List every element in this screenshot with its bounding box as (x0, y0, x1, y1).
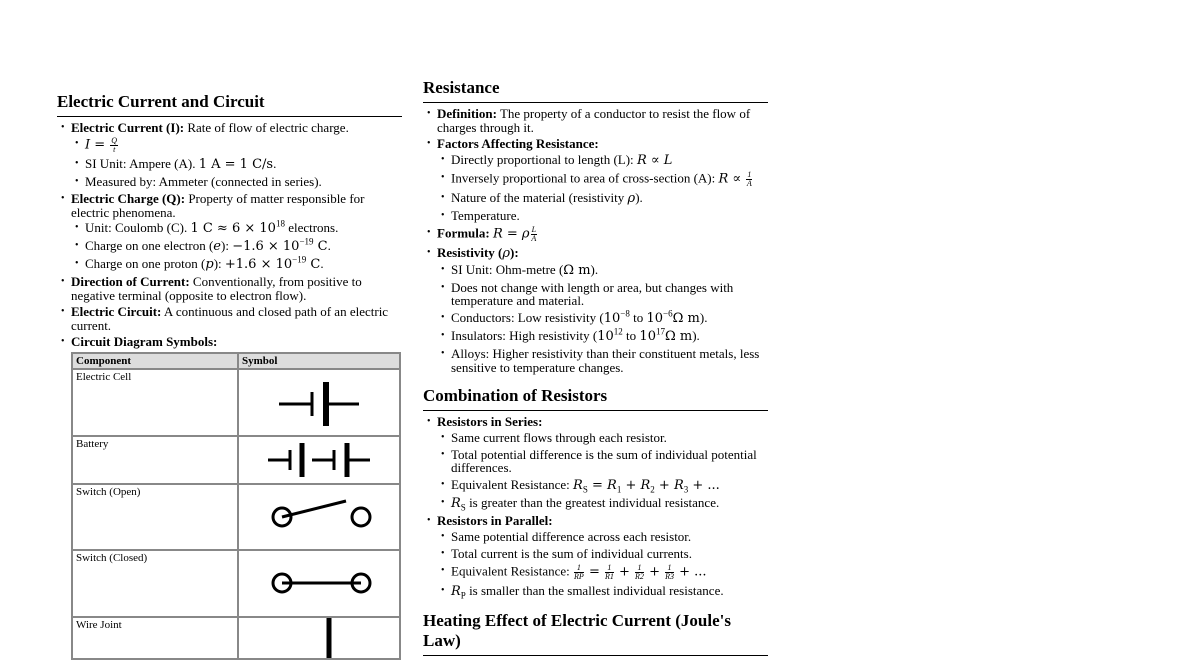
term-label: Resistors in Parallel: (437, 513, 553, 528)
math-text: 17 (655, 326, 665, 337)
fraction (635, 564, 644, 581)
numerator: 1 (635, 564, 644, 573)
sub-list (71, 218, 402, 272)
text: Directly proportional to length (L): (451, 151, 637, 167)
math-text: C (306, 257, 321, 272)
math-text: + (621, 478, 641, 493)
sub-list-item (437, 448, 768, 475)
term-label: ): (510, 245, 519, 260)
math-text: S (582, 484, 588, 495)
math-text: 3 (683, 484, 689, 495)
term-label: Electric Charge (Q): (71, 191, 186, 206)
sub-list-item (437, 326, 768, 344)
battery-symbol-icon (264, 437, 374, 483)
math-text: ρ (502, 246, 511, 261)
table-row (72, 369, 400, 436)
text: Equivalent Resistance: (451, 562, 574, 578)
math-text: 10 (646, 311, 664, 326)
denominator: R3 (665, 571, 674, 581)
math-text: 10 (603, 311, 621, 326)
sub-list-item (71, 157, 402, 172)
text: Rate of flow of electric charge. (184, 120, 349, 135)
text: Insulators: High resistivity ( (451, 328, 598, 343)
text: Same current flows through each resistor. (451, 429, 667, 445)
list-item (57, 275, 402, 302)
text: Same potential difference across each resistor. (451, 528, 692, 544)
math-text: −8 (620, 308, 630, 319)
sub-list-item (71, 175, 402, 189)
sub-list-item (437, 209, 768, 223)
term-label: Circuit Diagram Symbols: (71, 334, 218, 349)
switch-closed-symbol-icon (264, 551, 374, 613)
math-text: R ∝ L (636, 152, 673, 168)
text: is smaller than the smallest individual resistance. (465, 583, 724, 598)
text: . (320, 256, 324, 271)
term-label: Factors Affecting Resistance: (437, 136, 599, 151)
text: to (622, 328, 640, 343)
list-item (57, 335, 402, 349)
text: Property of matter responsible for electric phenomena. (71, 191, 365, 220)
fraction (110, 137, 118, 154)
term-label: Resistivity ( (437, 245, 503, 260)
math-text: −1.6 × 10 (232, 239, 300, 254)
math-text: ρ (627, 191, 636, 206)
table-row (72, 436, 400, 484)
text: . (327, 238, 331, 253)
section-title: Heating Effect of Electric Current (Joule's Law) (423, 611, 768, 656)
text: ): (213, 256, 225, 271)
component-cell: Battery (72, 436, 238, 484)
text: A continuous and closed path of an electric current. (71, 304, 389, 333)
sub-list-item (437, 431, 768, 445)
math-text: = (587, 478, 608, 493)
list-item (423, 246, 768, 374)
math-text: −19 (299, 236, 314, 247)
numerator: 1 (747, 169, 752, 179)
numerator: L (531, 225, 537, 234)
sub-list-item (71, 218, 402, 236)
list-item (423, 514, 768, 599)
sub-list-item (437, 347, 768, 374)
fraction (574, 564, 584, 581)
section (423, 611, 768, 656)
sub-list-item (437, 263, 768, 278)
list-item (57, 121, 402, 189)
text: is greater than the greatest individual resistance. (465, 495, 720, 510)
section-title: Combination of Resistors (423, 386, 768, 411)
math-text: 12 (613, 326, 623, 337)
sub-list-item (437, 191, 768, 206)
math-text: 18 (275, 218, 285, 229)
text: . (273, 156, 277, 171)
text: Equivalent Resistance: (451, 477, 574, 492)
right-column (423, 78, 768, 660)
text: SI Unit: Ohm-metre ( (451, 261, 564, 277)
list-item (57, 305, 402, 332)
math-text: p (205, 257, 214, 272)
math-text: 10 (597, 329, 614, 344)
component-cell: Electric Cell (72, 369, 238, 436)
math-text: R (673, 478, 684, 493)
numerator: 1 (574, 564, 584, 573)
math-text: + (654, 478, 674, 493)
sub-list-item (437, 547, 768, 561)
fraction (665, 564, 674, 581)
math-text: 10 (639, 329, 656, 344)
math-text: R ∝ (718, 170, 746, 186)
sub-list (437, 530, 768, 599)
math-text: Ω m (664, 329, 693, 344)
column-header: Component (72, 353, 238, 369)
sub-list-item (71, 254, 402, 272)
term-label: Formula: (437, 225, 493, 241)
section (423, 78, 768, 374)
math-text: R = ρ (492, 226, 530, 242)
bullet-list (423, 415, 768, 599)
math-text: R (607, 478, 617, 493)
denominator: RP (574, 571, 584, 581)
text: The property of a conductor to resist the flow of charges through it. (437, 106, 751, 135)
math-text: Ω m (563, 262, 591, 278)
fraction (531, 226, 537, 243)
sub-list (71, 137, 402, 189)
text: Alloys: Higher resistivity than their constituent metals, less sensitive to temperature changes. (451, 346, 760, 375)
left-column (57, 92, 402, 660)
text: ). (699, 310, 708, 325)
math-text: + ... (675, 563, 707, 579)
sub-list (437, 263, 768, 375)
math-text: S (460, 502, 466, 513)
denominator: R1 (604, 571, 614, 581)
component-cell: Switch (Open) (72, 484, 238, 550)
bullet-list (423, 107, 768, 374)
text: ). (692, 328, 700, 343)
table-row (72, 484, 400, 550)
math-text: + (614, 563, 635, 579)
section-title: Resistance (423, 78, 768, 103)
term-label: Direction of Current: (71, 274, 190, 289)
text: Total potential difference is the sum of individual potential differences. (451, 446, 757, 475)
table-row (72, 550, 400, 617)
text: Total current is the sum of individual currents. (451, 545, 692, 561)
text: Measured by: Ammeter (connected in series). (85, 174, 322, 189)
denominator: t (113, 144, 116, 154)
text: Conductors: Low resistivity ( (451, 310, 604, 325)
sub-list-item (437, 564, 768, 581)
math-text: R (451, 496, 461, 511)
math-text: P (460, 590, 466, 601)
sub-list-item (437, 308, 768, 326)
sub-list (437, 431, 768, 511)
text: ). (635, 190, 643, 205)
list-item (423, 137, 768, 223)
math-text: e (213, 239, 221, 254)
math-text: = (584, 563, 604, 579)
table-row (72, 617, 400, 659)
list-item (57, 192, 402, 272)
sub-list-item (437, 281, 768, 308)
math-text: I = (85, 136, 110, 152)
math-text: R (573, 478, 583, 493)
sub-list-item (437, 530, 768, 544)
text: Does not change with length or area, but changes with temperature and material. (451, 279, 734, 308)
term-label: Electric Circuit: (71, 304, 162, 319)
cell-symbol-icon (274, 370, 364, 432)
math-text: 1 (616, 484, 622, 495)
list-item (423, 107, 768, 134)
sub-list-item (437, 171, 768, 188)
math-text: +1.6 × 10 (224, 257, 293, 272)
math-text: −6 (663, 308, 673, 319)
numerator: Q (111, 135, 118, 145)
numerator: 1 (605, 564, 614, 573)
text: Temperature. (451, 208, 520, 223)
math-text: + ... (688, 478, 720, 493)
sub-list (437, 153, 768, 223)
text: Inversely proportional to area of cross-section (A): (451, 169, 719, 185)
term-label: Definition: (437, 106, 497, 121)
component-cell: Switch (Closed) (72, 550, 238, 617)
sub-list-item (71, 236, 402, 254)
text: electrons. (284, 220, 339, 235)
fraction (605, 564, 614, 581)
text: ). (590, 261, 599, 277)
text: Charge on one electron ( (85, 238, 214, 253)
section-title: Electric Current and Circuit (57, 92, 402, 117)
bullet-list (57, 121, 402, 349)
switch-open-symbol-icon (264, 485, 374, 547)
denominator: R2 (635, 571, 644, 581)
sub-list-item (437, 496, 768, 511)
term-label: Resistors in Series: (437, 414, 543, 429)
circuit-symbols-table (71, 352, 401, 660)
text: Charge on one proton ( (85, 256, 206, 271)
term-label: Electric Current (I): (71, 120, 185, 135)
denominator: A (746, 178, 752, 188)
section (423, 386, 768, 599)
text: to (629, 310, 647, 325)
text: Conventionally, from positive to negative terminal (opposite to electron flow). (71, 274, 362, 303)
numerator: 1 (665, 564, 674, 573)
math-text: 1 C ≈ 6 × 10 (190, 221, 276, 236)
sub-list-item (437, 478, 768, 493)
wire-joint-symbol-icon (264, 618, 374, 658)
list-item (423, 226, 768, 243)
math-text: C (313, 239, 328, 254)
column-header: Symbol (238, 353, 400, 369)
text: SI Unit: Ampere (A). (85, 156, 199, 171)
math-text: 1 A = 1 C/s (198, 157, 274, 172)
sub-list-item (437, 153, 768, 168)
text: Nature of the material (resistivity (451, 190, 628, 205)
math-text: R (451, 584, 461, 599)
text: ): (220, 238, 233, 253)
text: Unit: Coulomb (C). (85, 220, 191, 235)
math-text: R (640, 478, 651, 493)
sub-list-item (71, 137, 402, 154)
component-cell: Wire Joint (72, 617, 238, 659)
list-item (423, 415, 768, 511)
sub-list-item (437, 584, 768, 599)
fraction (746, 171, 752, 188)
math-text: + (644, 563, 665, 579)
math-text: 2 (650, 484, 655, 495)
math-text: Ω m (672, 311, 700, 326)
math-text: −19 (292, 254, 307, 265)
denominator: A (531, 234, 537, 243)
